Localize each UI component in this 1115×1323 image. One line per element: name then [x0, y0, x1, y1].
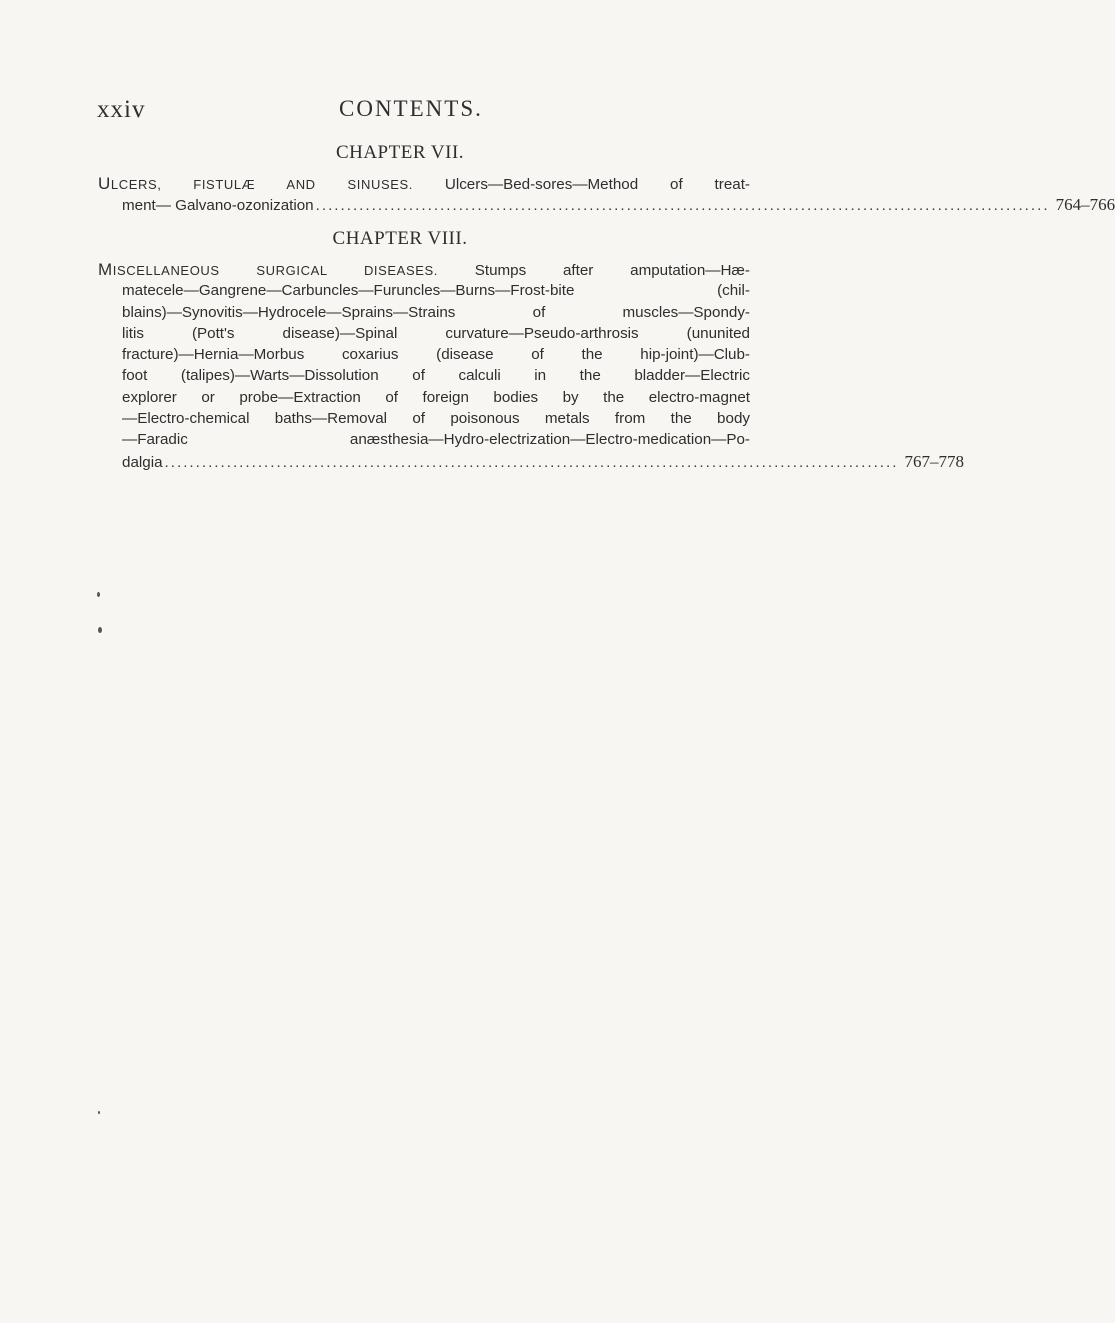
- scan-speck: [98, 627, 102, 633]
- entry-line: —Electro-chemical baths—Removal of poisonous metals from the body: [122, 410, 750, 428]
- entry-title: ULCERS, FISTULÆ AND SINUSES.: [98, 174, 414, 193]
- entry-line: fracture)—Hernia—Morbus coxarius (disease of the hip-joint)—Club-: [122, 346, 750, 364]
- entry-text: ment— Galvano-ozonization: [122, 197, 314, 215]
- leader-line: [98, 194, 1115, 215]
- running-head: CONTENTS.: [339, 96, 483, 121]
- entry-text: Stumps after amputation—Hæ-: [437, 262, 750, 279]
- entry-line: [98, 259, 750, 280]
- entry-line: [98, 173, 750, 194]
- toc-entry: [98, 259, 964, 472]
- page-number: xxiv: [97, 96, 146, 123]
- page-range: 764–766: [1055, 195, 1115, 215]
- scan-speck: [98, 1111, 100, 1114]
- entry-title: MISCELLANEOUS SURGICAL DISEASES.: [98, 260, 438, 279]
- entry-line: foot (talipes)—Warts—Dissolution of calculi in the bladder—Electric: [122, 367, 750, 385]
- entry-line: matecele—Gangrene—Carbuncles—Furuncles—Burns—Frost-bite (chil-: [122, 282, 750, 300]
- entry-text: dalgia: [122, 453, 163, 471]
- entry-line: explorer or probe—Extraction of foreign bodies by the electro-magnet: [122, 388, 750, 406]
- toc-entry: [98, 173, 1115, 216]
- page-range: 767–778: [904, 451, 964, 471]
- dot-leader: ......................................................................................................................: [315, 197, 1050, 215]
- leader-line: [98, 451, 964, 472]
- entry-line: blains)—Synovitis—Hydrocele—Sprains—Strains of muscles—Spondy-: [122, 303, 750, 321]
- entry-line: —Faradic anæsthesia—Hydro-electrization—Electro-medication—Po-: [122, 431, 750, 449]
- chapter-heading: CHAPTER VII.: [335, 142, 465, 163]
- chapter-heading: CHAPTER VIII.: [332, 228, 468, 249]
- entry-line: litis (Pott's disease)—Spinal curvature—Pseudo-arthrosis (ununited: [122, 324, 750, 342]
- dot-leader: ......................................................................................................................: [164, 453, 899, 471]
- entry-text: Ulcers—Bed-sores—Method of treat-: [413, 176, 750, 193]
- scan-speck: [97, 592, 100, 597]
